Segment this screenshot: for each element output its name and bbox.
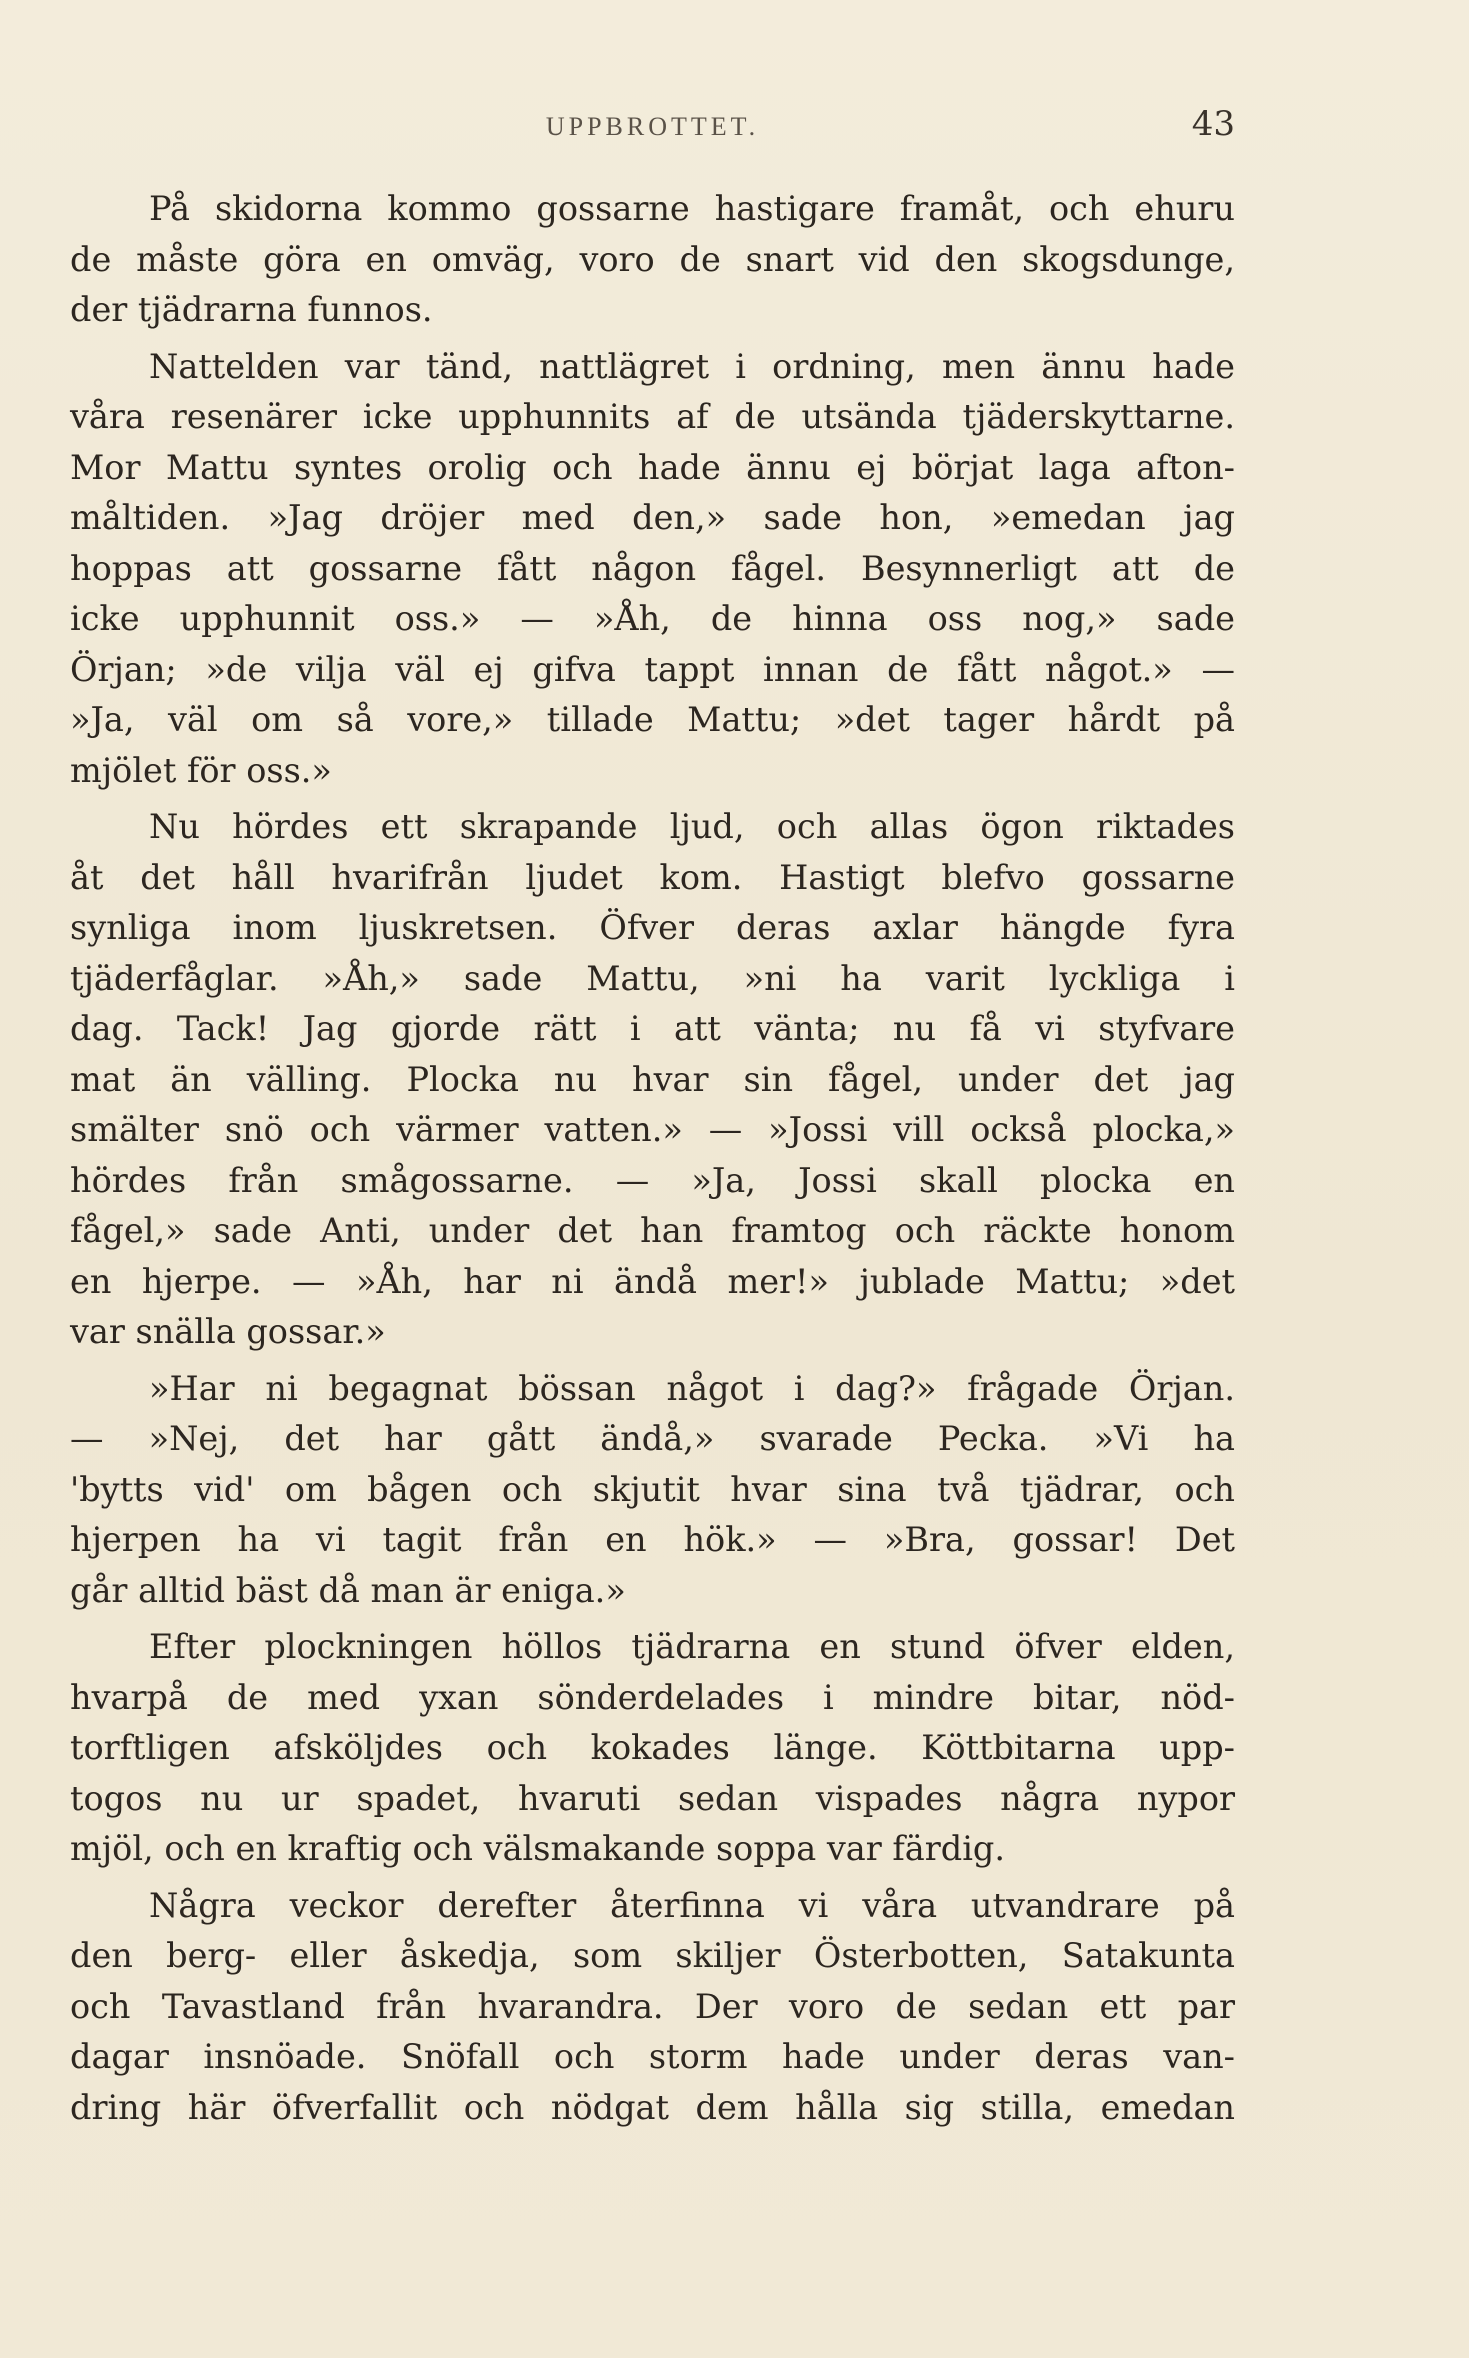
text-line: hoppas att gossarne fått någon fågel. Besynnerligt att de: [70, 548, 1235, 588]
text-line: »Ja, väl om så vore,» tillade Mattu; »det tager hårdt på: [70, 700, 1235, 739]
text-line: var snälla gossar.»: [70, 1312, 386, 1351]
text-line: den berg- eller åskedja, som skiljer Österbotten, Satakunta: [70, 1936, 1235, 1975]
text-line: dagar insnöade. Snöfall och storm hade under deras van-: [70, 2037, 1235, 2076]
text-line: tjäderfåglar. »Åh,» sade Mattu, »ni ha varit lyckliga i: [70, 958, 1235, 998]
text-line: dring här öfverfallit och nödgat dem hålla sig stilla, emedan: [70, 2087, 1235, 2127]
text-line: och Tavastland från hvarandra. Der voro de sedan ett par: [70, 1986, 1235, 2026]
text-line: mjöl, och en kraftig och välsmakande soppa var färdig.: [70, 1829, 1006, 1868]
text-line: torftligen afsköljdes och kokades länge. Köttbitarna upp-: [70, 1728, 1235, 1767]
text-line: Nattelden var tänd, nattlägret i ordning, men ännu hade: [149, 346, 1235, 386]
text-line: synliga inom ljuskretsen. Öfver deras axlar hängde fyra: [70, 908, 1235, 947]
text-line: de måste göra en omväg, voro de snart vid den skogsdunge,: [70, 239, 1235, 279]
text-line: Efter plockningen höllos tjädrarna en stund öfver elden,: [149, 1627, 1235, 1666]
text-line: åt det håll hvarifrån ljudet kom. Hastigt blefvo gossarne: [70, 857, 1235, 897]
text-line: icke upphunnit oss.» — »Åh, de hinna oss nog,» sade: [70, 599, 1235, 638]
text-line: Örjan; »de vilja väl ej gifva tappt innan de fått något.» —: [70, 649, 1235, 689]
text-line: våra resenärer icke upphunnits af de utsända tjäderskyttarne.: [70, 397, 1235, 436]
text-line: en hjerpe. — »Åh, har ni ändå mer!» jublade Mattu; »det: [70, 1261, 1235, 1301]
body-text: [70, 184, 1235, 2133]
running-head: UPPBROTTET.: [545, 112, 760, 141]
text-line: Mor Mattu syntes orolig och hade ännu ej börjat laga afton-: [70, 447, 1235, 487]
text-line: togos nu ur spadet, hvaruti sedan vispades några nypor: [70, 1778, 1235, 1818]
text-line: Nu hördes ett skrapande ljud, och allas ögon riktades: [149, 807, 1235, 846]
text-line: »Har ni begagnat bössan något i dag?» frågade Örjan.: [149, 1368, 1235, 1408]
text-line: dag. Tack! Jag gjorde rätt i att vänta; nu få vi styfvare: [70, 1009, 1235, 1048]
text-line: Några veckor derefter återfinna vi våra utvandrare på: [149, 1885, 1235, 1925]
text-line: fågel,» sade Anti, under det han framtog och räckte honom: [70, 1211, 1235, 1250]
text-line: hvarpå de med yxan sönderdelades i mindre bitar, nöd-: [70, 1677, 1235, 1717]
page-number: 43: [1191, 104, 1235, 144]
text-line: der tjädrarna funnos.: [70, 290, 433, 329]
text-line: mjölet för oss.»: [70, 750, 332, 790]
text-line: mat än välling. Plocka nu hvar sin fågel, under det jag: [70, 1059, 1235, 1099]
text-line: — »Nej, det har gått ändå,» svarade Pecka. »Vi ha: [70, 1419, 1235, 1458]
text-line: hjerpen ha vi tagit från en hök.» — »Bra, gossar! Det: [70, 1520, 1235, 1559]
text-line: 'bytts vid' om bågen och skjutit hvar sina två tjädrar, och: [70, 1469, 1235, 1509]
text-line: På skidorna kommo gossarne hastigare framåt, och ehuru: [149, 189, 1235, 228]
page-header: [70, 104, 1235, 152]
text-line: går alltid bäst då man är eniga.»: [70, 1570, 626, 1610]
text-line: hördes från smågossarne. — »Ja, Jossi skall plocka en: [70, 1160, 1235, 1200]
text-line: smälter snö och värmer vatten.» — »Jossi vill också plocka,»: [70, 1110, 1235, 1149]
text-line: måltiden. »Jag dröjer med den,» sade hon, »emedan jag: [70, 498, 1235, 537]
